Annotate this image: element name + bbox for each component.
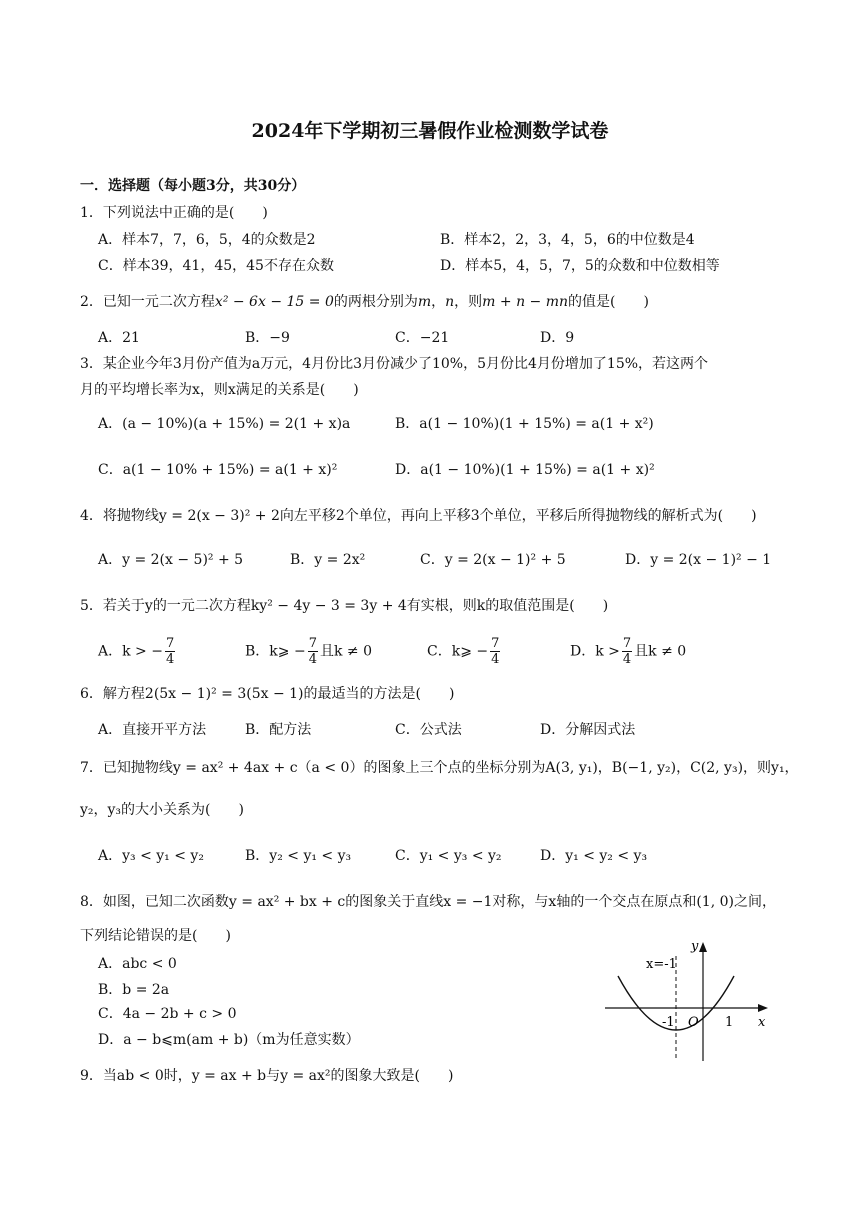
question-5-option-d-suffix: 且k ≠ 0 (634, 643, 687, 660)
question-5-option-b-suffix: 且k ≠ 0 (319, 643, 372, 660)
fraction-numerator: 7 (308, 636, 317, 651)
question-6-option-b: B．配方法 (245, 722, 312, 738)
question-4-option-d: D．y = 2(x − 1)² − 1 (625, 552, 772, 568)
question-9-stem: 9．当ab < 0时，y = ax + b与y = ax²的图象大致是( ) (80, 1068, 454, 1084)
question-5-option-a (98, 636, 177, 667)
question-4-option-a: A．y = 2(x − 5)² + 5 (98, 552, 244, 568)
tick-label-neg-1: -1 (662, 1015, 675, 1030)
parabola-graph (600, 936, 775, 1066)
section-heading: 一．选择题（每小题3分，共30分） (80, 178, 306, 194)
question-6-option-a: A．直接开平方法 (98, 722, 207, 738)
question-7-line-1: 7．已知抛物线y = ax² + 4ax + c（a < 0）的图象上三个点的坐标分别为A(3, y₁)，B(−1, y₂)，C(2, y₃)，则y₁， (80, 760, 799, 776)
fraction-numerator: 7 (165, 636, 175, 651)
question-2-prefix: 2．已知一元二次方程 (80, 294, 215, 310)
x-axis-label: x (758, 1015, 766, 1030)
question-3-line-1: 3．某企业今年3月份产值为a万元，4月份比3月份减少了10%，5月份比4月份增加了15%，若这两个 (80, 356, 709, 372)
question-2-stem (80, 292, 649, 312)
symmetry-line-label: x=-1 (646, 957, 677, 972)
question-2-equation: x² − 6x − 15 = 0 (214, 294, 334, 310)
question-4-option-c: C．y = 2(x − 1)² + 5 (420, 552, 566, 568)
question-3-option-d: D．a(1 − 10%)(1 + 15%) = a(1 + x)² (395, 462, 655, 478)
question-1-option-d: D．样本5，4，5，7，5的众数和中位数相等 (440, 258, 720, 274)
question-8-line-1: 8．如图，已知二次函数y = ax² + bx + c的图象关于直线x = −1对称，与x轴的一个交点在原点和(1, 0)之间， (80, 894, 776, 910)
fraction-denominator: 4 (165, 652, 175, 667)
question-5-option-c-text: C．k⩾ − (427, 643, 489, 660)
question-1-option-b: B．样本2，2，3，4，5，6的中位数是4 (440, 232, 695, 248)
question-2-option-c: C．−21 (395, 330, 450, 346)
question-7-option-d: D．y₁ < y₂ < y₃ (540, 848, 648, 864)
question-6-stem: 6．解方程2(5x − 1)² = 3(5x − 1)的最适当的方法是( ) (80, 686, 455, 702)
y-axis-label: y (691, 939, 699, 954)
question-3-option-a: A．(a − 10%)(a + 15%) = 2(1 + x)a (98, 416, 351, 432)
x-axis-arrow-icon (758, 1004, 768, 1012)
question-5-option-d-text: D．k > (570, 643, 620, 660)
question-2-suffix: 的值是( ) (568, 294, 649, 310)
tick-label-1: 1 (725, 1015, 734, 1030)
question-2-n: n (445, 294, 455, 310)
question-1-option-c: C．样本39，41，45，45不存在众数 (98, 258, 334, 274)
question-3-option-c: C．a(1 − 10% + 15%) = a(1 + x)² (98, 462, 338, 478)
question-6-option-c: C．公式法 (395, 722, 462, 738)
exam-title: 2024年下学期初三暑假作业检测数学试卷 (251, 120, 609, 142)
question-6-option-d: D．分解因式法 (540, 722, 636, 738)
question-2-option-d: D．9 (540, 330, 575, 346)
question-5-option-b (245, 636, 372, 667)
question-2-option-a: A．21 (98, 330, 140, 346)
question-7-option-a: A．y₃ < y₁ < y₂ (98, 848, 204, 864)
question-7-option-b: B．y₂ < y₁ < y₃ (245, 848, 352, 864)
question-4-stem: 4．将抛物线y = 2(x − 3)² + 2向左平移2个单位，再向上平移3个单位，平移后所得抛物线的解析式为( ) (80, 508, 757, 524)
origin-label: O (688, 1015, 699, 1030)
question-5-stem: 5．若关于y的一元二次方程ky² − 4y − 3 = 3y + 4有实根，则k的取值范围是( ) (80, 598, 609, 614)
question-2-expression: m + n − mn (482, 294, 569, 310)
fraction (308, 636, 318, 667)
question-8-option-b: B．b = 2a (98, 982, 170, 998)
question-7-option-c: C．y₁ < y₃ < y₂ (395, 848, 502, 864)
question-3-option-b: B．a(1 − 10%)(1 + 15%) = a(1 + x²) (395, 416, 654, 432)
question-5-option-b-text: B．k⩾ − (245, 643, 306, 660)
question-2-option-b: B．−9 (245, 330, 290, 346)
question-3-line-2: 月的平均增长率为x，则x满足的关系是( ) (80, 382, 359, 398)
fraction-denominator: 4 (622, 652, 632, 667)
question-7-line-2: y₂，y₃的大小关系为( ) (80, 802, 244, 818)
question-8-line-2: 下列结论错误的是( ) (80, 928, 231, 944)
fraction (490, 636, 500, 667)
fraction-denominator: 4 (491, 652, 500, 667)
question-5-option-d (570, 636, 686, 667)
question-1-stem: 1．下列说法中正确的是( ) (80, 205, 268, 221)
question-1-option-a: A．样本7，7，6，5，4的众数是2 (98, 232, 316, 248)
question-8-option-a: A．abc < 0 (98, 956, 177, 972)
fraction-numerator: 7 (622, 636, 632, 651)
fraction (165, 636, 175, 667)
question-2-mid: 的两根分别为 (333, 294, 418, 310)
fraction-numerator: 7 (491, 636, 500, 651)
question-4-option-b: B．y = 2x² (290, 552, 366, 568)
question-8-option-c: C．4a − 2b + c > 0 (98, 1006, 237, 1022)
question-2-m: m (417, 294, 432, 310)
question-5-option-a-text: A．k > − (98, 643, 163, 660)
question-8-option-d: D．a − b⩽m(am + b)（m为任意实数） (98, 1032, 360, 1048)
y-axis-arrow-icon (699, 942, 707, 952)
question-5-option-c (427, 636, 502, 667)
question-2-comma: ， (431, 294, 446, 310)
question-2-then: ，则 (454, 294, 483, 310)
fraction-denominator: 4 (308, 652, 317, 667)
fraction (622, 636, 632, 667)
